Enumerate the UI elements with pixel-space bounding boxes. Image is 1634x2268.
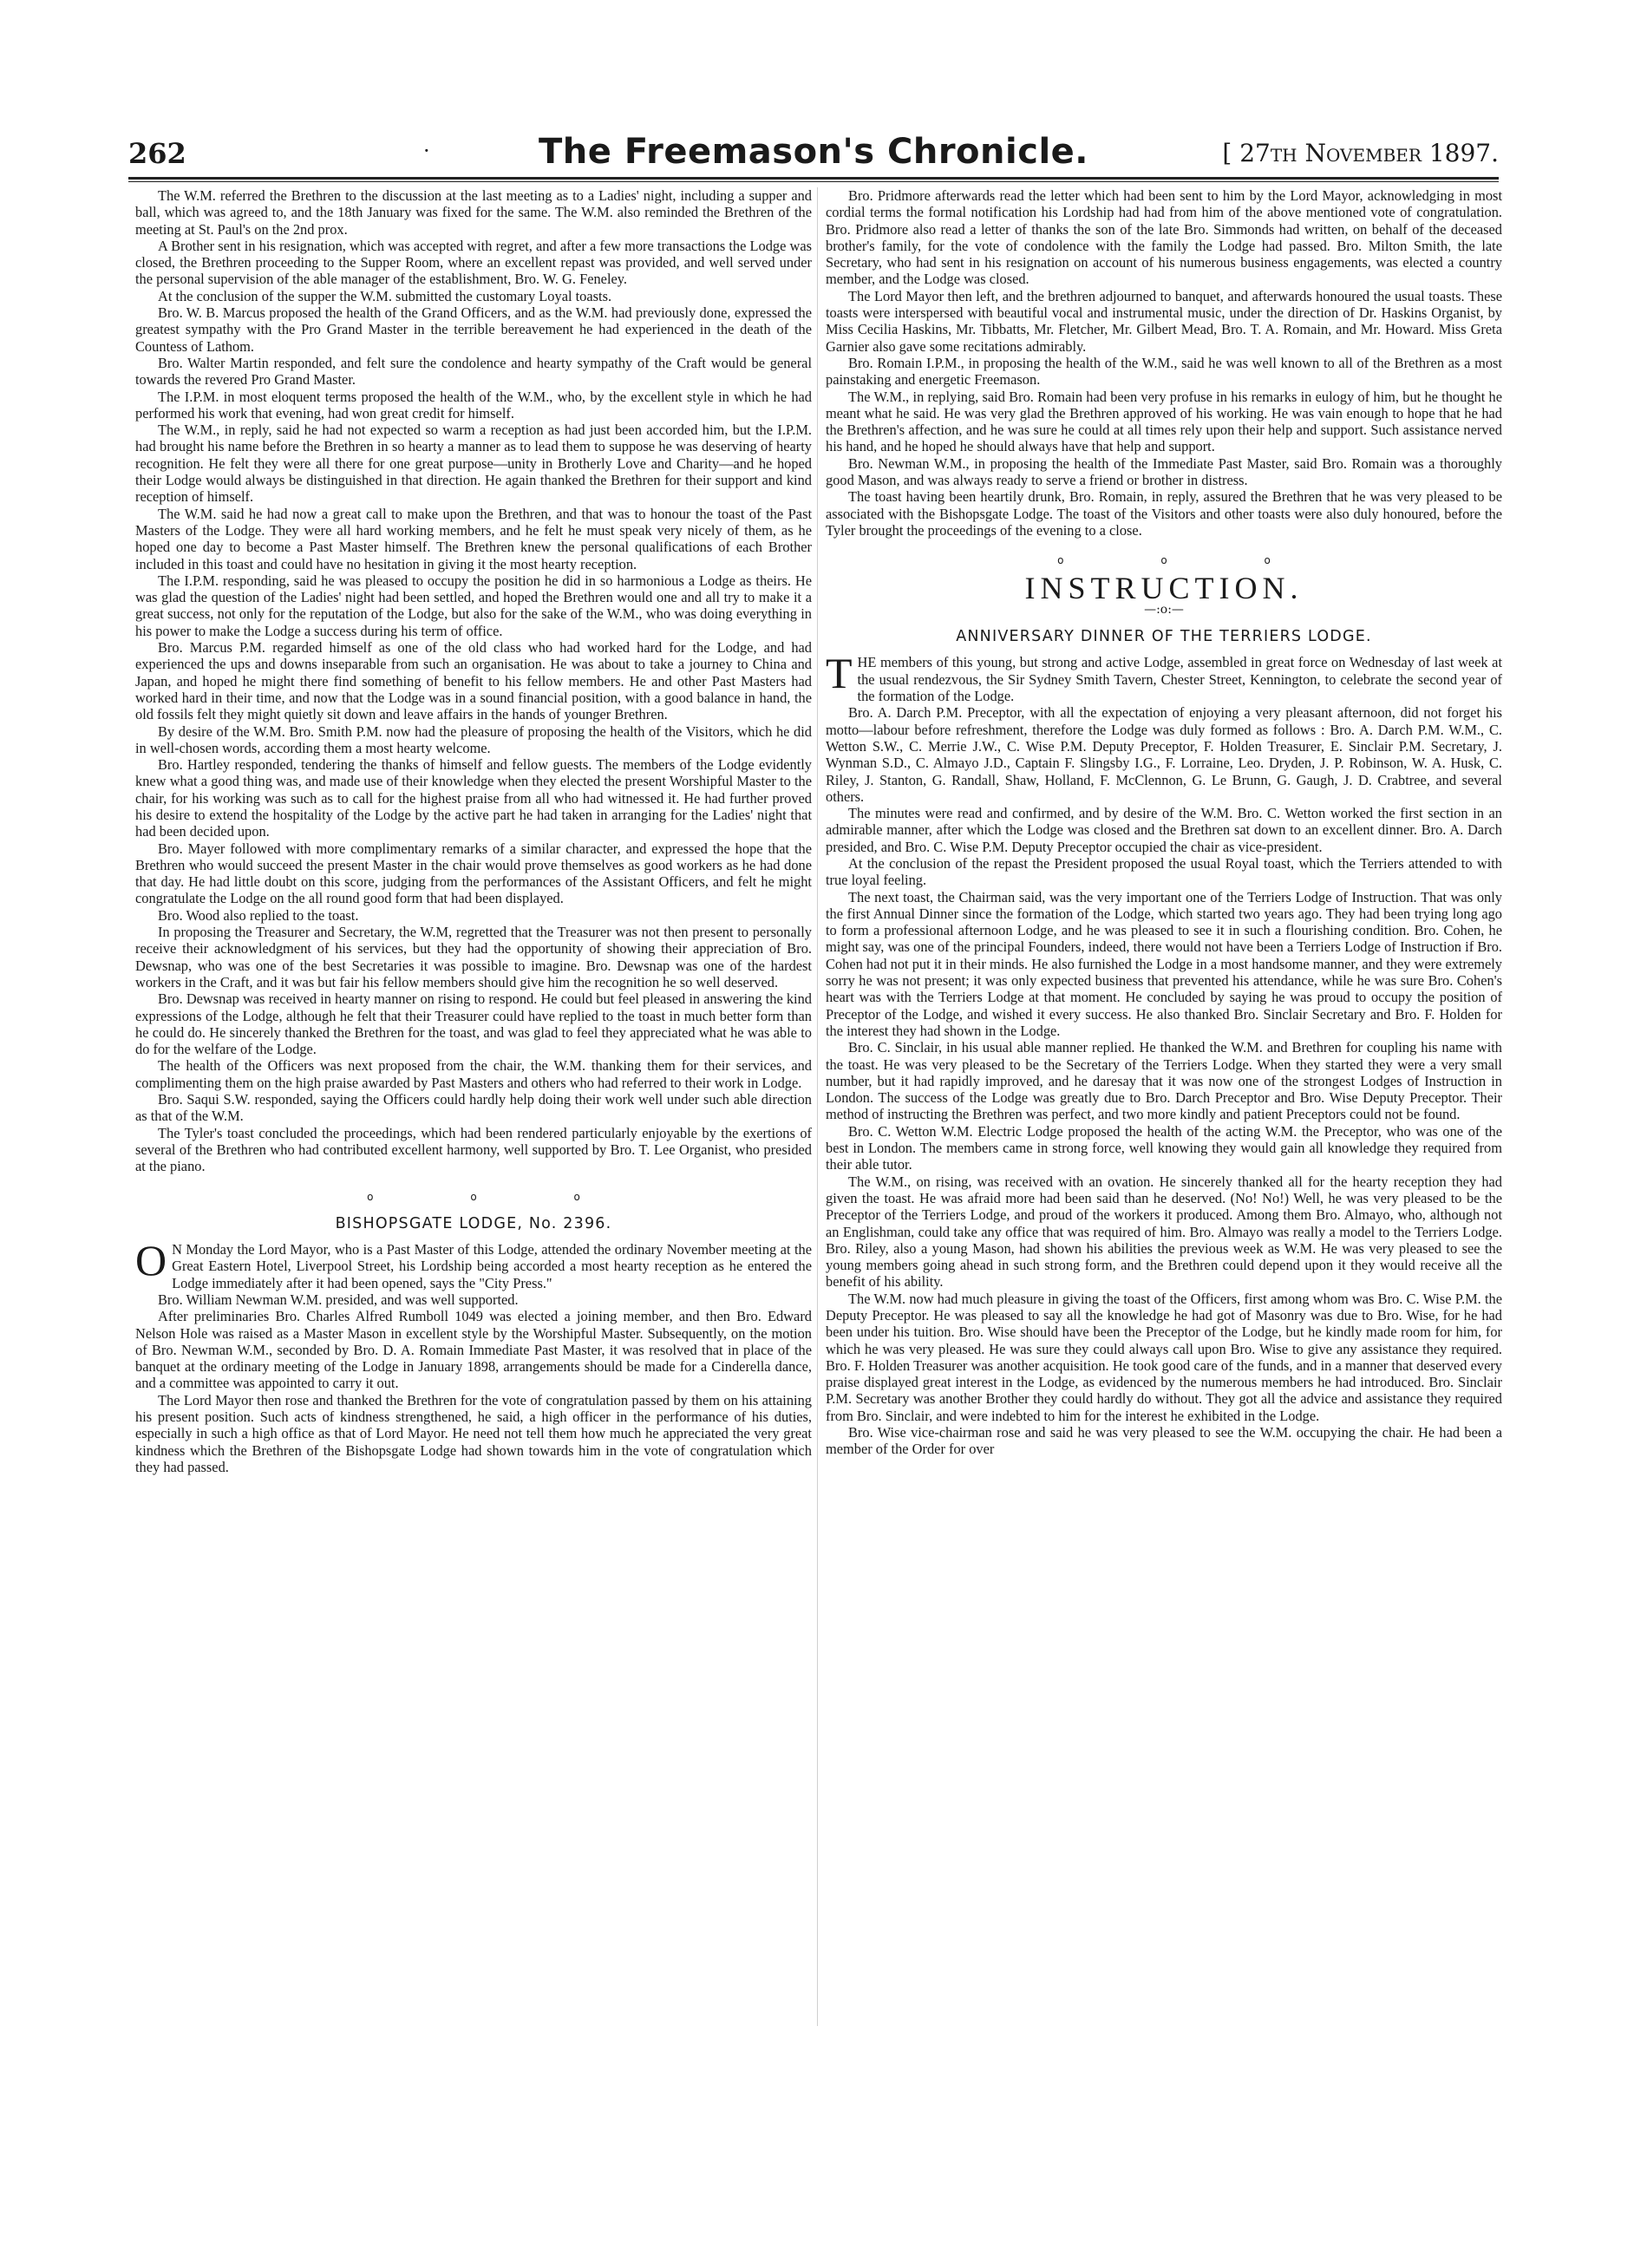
masthead-dot: · xyxy=(423,139,430,163)
paragraph: The W.M. now had much pleasure in giving the toast of the Officers, first among whom was Bro. C. Wise P.M. the Deputy Preceptor. He was pleased to say all the knowledge he had got of Masonry was due to Bro. Wise, for he had been under his tuition. Bro. Wise should have been the Preceptor of the Lodge, but he kindly made room for him, for which he was very pleased. He was sure they could always call upon Bro. Wise to give any assistance they required. Bro. F. Holden Treasurer was another acquisition. He took good care of the funds, and in a manner that deserved every praise displayed great interest in the Lodge, as evidenced by the numerous members he had introduced. Bro. Sinclair P.M. Secretary was another Brother they could hardly do without. They got all the advice and assistance they required from Bro. Sinclair, and were indebted to him for the interest he exhibited in the Lodge. xyxy=(826,1290,1502,1424)
right-column xyxy=(826,187,1502,2199)
paragraph: At the conclusion of the repast the President proposed the usual Royal toast, which the Terriers attended to with true loyal feeling. xyxy=(826,854,1502,889)
paragraph: The Lord Mayor then rose and thanked the Brethren for the vote of congratulation passed by them on his attaining his present position. Such acts of kindness strengthened, he said, a high officer in the performance of his duties, especially in such a high office as that of Lord Mayor. He need not tell them how much he appreciated the very great kindness which the Brethren of the Bishopsgate Lodge had shown towards him in the vote of congratulation which they had passed. xyxy=(135,1391,812,1475)
paragraph: Bro. Hartley responded, tendering the thanks of himself and fellow guests. The members of the Lodge evidently knew what a good thing was, and made use of their knowledge when they elected the present Worshipful Master to the chair, for his working was such as to call for the highest praise from all who had witnessed it. He had further proved his desire to extend the hospitality of the Lodge by the active part he had taken in arranging for the Ladies' night that had been decided upon. xyxy=(135,756,812,840)
drop-cap: O xyxy=(135,1236,167,1285)
paragraph: The I.P.M. responding, said he was pleased to occupy the position he did in so harmonious a Lodge as theirs. He was glad the question of the Ladies' night had been settled, and hoped the Brethren would one and all try to make it a great success, not only for the reputation of the Lodge, but also for the sake of the W.M., who was doing everything in his power to make the Lodge a success during his term of office. xyxy=(135,572,812,639)
bishopsgate-first-paragraph xyxy=(135,1236,812,1291)
paragraph: The W.M., in replying, said Bro. Romain had been very profuse in his remarks in eulogy of him, but he thought he meant what he said. He was very glad the Brethren approved of his working. He was vain enough to hope that he had the Brethren's affection, and he was sure he could at all times rely upon their help and support. Such assistance nerved his hand, and he hoped he should always have that help and support. xyxy=(826,388,1502,455)
section-heading-bishopsgate: BISHOPSGATE LODGE, No. 2396. xyxy=(335,1214,612,1232)
left-column xyxy=(135,187,812,2017)
paragraph: After preliminaries Bro. Charles Alfred Rumboll 1049 was elected a joining member, and then Bro. Edward Nelson Hole was raised as a Master Mason in excellent style by the Worshipful Master. Subsequently, on the motion of Bro. Newman W.M., seconded by Bro. D. A. Romain Immediate Past Master, it was resolved that in place of the banquet at the ordinary meeting of the Lodge in January 1898, arrangements should be made for a Cinderella dance, and a committee was appointed to carry it out. xyxy=(135,1308,812,1392)
section-heading-instruction: INSTRUCTION. xyxy=(1024,570,1304,605)
paragraph: Bro. Wood also replied to the toast. xyxy=(158,906,359,924)
paragraph: Bro. C. Sinclair, in his usual able manner replied. He thanked the W.M. and Brethren for coupling his name with the toast. He was very pleased to be the Secretary of the Terriers Lodge. When they started they were a very small number, but it had rapidly improved, and he daresay that it was now one of the strongest Lodges of Instruction in London. The success of the Lodge was greatly due to Bro. Darch Preceptor and Bro. Wise Deputy Preceptor. Their method of instructing the Brethren was perfect, and two more kindly and patient Preceptors could not be found. xyxy=(826,1039,1502,1123)
paragraph: Bro. Wise vice-chairman rose and said he was very pleased to see the W.M. occupying the chair. He had been a member of the Order for over xyxy=(826,1424,1502,1458)
drop-cap: T xyxy=(826,649,853,698)
section-ornament: o o o xyxy=(1057,554,1317,567)
page-number: 262 xyxy=(128,137,186,170)
paragraph: The W.M., on rising, was received with an ovation. He sincerely thanked all for the hearty reception they had given the toast. He was afraid more had been said than he deserved. (No! No!) Well, he was very pleased to be the Preceptor of the Terriers Lodge, and proud of the workers it produced. Among them Bro. Almayo, who, although not an Englishman, could take any office that was required of him. Bro. Almayo was really a model to the Terriers Lodge. Bro. Riley, also a young Mason, had shown his abilities the previous week as W.M. He was very pleased to see the young members going ahead in such strong form, and the Brethren could depend upon it they would receive all the benefit of his ability. xyxy=(826,1173,1502,1291)
paragraph: A Brother sent in his resignation, which was accepted with regret, and after a few more transactions the Lodge was closed, the Brethren proceeding to the Supper Room, where an excellent repast was provided, and well served under the personal supervision of the able manager of the establishment, Bro. W. G. Feneley. xyxy=(135,237,812,288)
paragraph: The minutes were read and confirmed, and by desire of the W.M. Bro. C. Wetton worked the first section in an admirable manner, after which the Lodge was closed and the Brethren sat down to an excellent dinner. Bro. A. Darch presided, and Bro. C. Wise P.M. Deputy Preceptor occupied the chair as vice-president. xyxy=(826,805,1502,855)
section-ornament: o o o xyxy=(367,1190,627,1203)
paragraph: Bro. Pridmore afterwards read the letter which had been sent to him by the Lord Mayor, acknowledging in most cordial terms the formal notification his Lordship had had from him of the above mentioned vote of congratulation. Bro. Pridmore also read a letter of thanks the son of the late Bro. Simmonds had written, on behalf of the deceased brother's family, for the vote of condolence with the family the Lodge had passed. Bro. Milton Smith, the late Secretary, who had sent in his resignation on account of his numerous business engagements, was elected a country member, and the Lodge was closed. xyxy=(826,187,1502,288)
paragraph: The toast having been heartily drunk, Bro. Romain, in reply, assured the Brethren that he was very pleased to be associated with the Bishopsgate Lodge. The toast of the Visitors and other toasts were also duly honoured, before the Tyler brought the proceedings of the evening to a close. xyxy=(826,488,1502,539)
article-heading-terriers: ANNIVERSARY DINNER OF THE TERRIERS LODGE. xyxy=(956,628,1372,646)
column-separator xyxy=(817,187,818,2026)
paragraph: Bro. Romain I.P.M., in proposing the health of the W.M., said he was well known to all of the Brethren as a most painstaking and energetic Freemason. xyxy=(826,354,1502,389)
paragraph: Bro. C. Wetton W.M. Electric Lodge proposed the health of the acting W.M. the Preceptor, who was one of the best in London. The members came in strong force, well knowing they would gain all knowledge they required from their able tutor. xyxy=(826,1122,1502,1173)
paragraph-text: HE members of this young, but strong and active Lodge, assembled in great force on Wednesday of last week at the usual rendezvous, the Sir Sydney Smith Tavern, Chester Street, Kennington, to celebrate the second year of the formation of the Lodge. xyxy=(857,654,1502,705)
paragraph: Bro. Newman W.M., in proposing the health of the Immediate Past Master, said Bro. Romain was a thoroughly good Mason, and was always ready to serve a friend or brother in distress. xyxy=(826,454,1502,489)
header-rule-thin xyxy=(128,181,1499,182)
paragraph: Bro. A. Darch P.M. Preceptor, with all the expectation of enjoying a very pleasant afternoon, did not forget his motto—labour before refreshment, therefore the Lodge was duly formed as follows : Bro. A. Darch P.M. W.M., C. Wetton S.W., C. Merrie J.W., C. Wise P.M. Deputy Preceptor, F. Holden Treasurer, E. Sinclair P.M. Secretary, J. Wynman S.D., C. Almayo J.D., Captain F. Slingsby I.G., F. Lorraine, Leo. Dryden, J. P. Robinson, W. A. Husk, C. Riley, J. Stanton, G. Randall, Shaw, Holland, F. McClennon, G. Le Brunn, G. Gaugh, J. D. Crabtree, and several others. xyxy=(826,704,1502,805)
paragraph: Bro. Dewsnap was received in hearty manner on rising to respond. He could but feel pleased in answering the kind expressions of the Lodge, although he felt that their Treasurer could have replied to the toast in much better form than he could do. He sincerely thanked the Brethren for the toast, and was glad to feel they appreciated what he was able to do for the welfare of the Lodge. xyxy=(135,990,812,1058)
paragraph: Bro. Mayer followed with more complimentary remarks of a similar character, and expressed the hope that the Brethren who would succeed the present Master in the chair would prove themselves as good workers as he had done that day. He had little doubt on this score, judging from the performances of the Assistant Officers, and felt he might congratulate the Lodge on the all round good form that had been displayed. xyxy=(135,840,812,907)
publication-title: The Freemason's Chronicle. xyxy=(539,132,1088,172)
terriers-first-paragraph xyxy=(826,649,1502,705)
paragraph: The W.M. said he had now a great call to make upon the Brethren, and that was to honour the toast of the Past Masters of the Lodge. They were all hard working members, and he felt he must speak very nicely of them, as he hoped one day to become a Past Master himself. The Brethren knew the personal qualifications of each Brother included in this toast and could have no hesitation in giving it the most hearty reception. xyxy=(135,505,812,572)
header-rule xyxy=(128,177,1499,180)
heading-divider: —:o:— xyxy=(1144,602,1184,617)
paragraph: Bro. Marcus P.M. regarded himself as one of the old class who had worked hard for the Lodge, and had experienced the ups and downs inseparable from such an organisation. He was about to take a journey to China and Japan, and hoped he might there find something of benefit to his fellow members. He and other Past Masters had worked hard in their time, and now that the Lodge was in a sound financial position, with a good balance in hand, the old fossils felt they might quietly sit down and leave affairs in the hands of younger Brethren. xyxy=(135,639,812,723)
paragraph: The next toast, the Chairman said, was the very important one of the Terriers Lodge of Instruction. That was only the first Annual Dinner since the formation of the Lodge, which started two years ago. They had been trying long ago to form a professional afternoon Lodge, and he was pleased to see it in such a flourishing condition. Bro. Cohen, he might say, was one of the principal Founders, indeed, there would not have been a Terriers Lodge of Instruction if Bro. Cohen had not put it in their minds. He also furnished the Lodge in a most handsome manner, and they were extremely sorry he was not present; it was only expected business that prevented his attendance, while he was sure Bro. Cohen's heart was with the Terriers Lodge at that moment. He concluded by saying he was proud to occupy the position of Preceptor of the Lodge, and wished it every success. He also thanked Bro. Sinclair Secretary and Bro. F. Holden for the interest they had shown in the Lodge. xyxy=(826,888,1502,1039)
paragraph: The W.M., in reply, said he had not expected so warm a reception as had just been accorded him, but the I.P.M. had brought his name before the Brethren in so hearty a manner as to lead them to suppose he was deserving of hearty recognition. He felt they were all there for one great purpose—unity in Brotherly Love and Charity—and he hoped their Lodge would always be distinguished in that direction. He again thanked the Brethren for their support and kind reception of himself. xyxy=(135,422,812,506)
paragraph: The I.P.M. in most eloquent terms proposed the health of the W.M., who, by the excellent style in which he had performed his work that evening, had won great credit for himself. xyxy=(135,388,812,422)
paragraph: Bro. Walter Martin responded, and felt sure the condolence and hearty sympathy of the Craft would be general towards the revered Pro Grand Master. xyxy=(135,354,812,389)
paragraph: The Lord Mayor then left, and the brethren adjourned to banquet, and afterwards honoured the usual toasts. These toasts were interspersed with beautiful vocal and instrumental music, under the direction of Dr. Haskins Organist, by Miss Cecilia Haskins, Mr. Tibbatts, Mr. Fletcher, Mr. Gilbert Mead, Bro. T. A. Romain, and Mr. Howard. Miss Greta Garnier also gave some recitations admirably. xyxy=(826,287,1502,355)
paragraph: The Tyler's toast concluded the proceedings, which had been rendered particularly enjoyable by the exertions of several of the Brethren who had contributed excellent harmony, well supported by Bro. T. Lee Organist, who presided at the piano. xyxy=(135,1124,812,1175)
paragraph: Bro. W. B. Marcus proposed the health of the Grand Officers, and as the W.M. had previously done, expressed the greatest sympathy with the Pro Grand Master in the terrible bereavement he had experienced in the death of the Countess of Lathom. xyxy=(135,304,812,355)
paragraph: By desire of the W.M. Bro. Smith P.M. now had the pleasure of proposing the health of the Visitors, which he did in well-chosen words, according them a most hearty welcome. xyxy=(135,722,812,756)
paragraph: In proposing the Treasurer and Secretary, the W.M, regretted that the Treasurer was not then present to personally receive their acknowledgment of his services, but they had the opportunity of showing their appreciation of Bro. Dewsnap, who was one of the best Secretaries it was possible to imagine. Bro. Dewsnap was one of the hardest workers in the Craft, and it was but fair his fellow members should give him the recognition he so well deserved. xyxy=(135,924,812,990)
paragraph: Bro. Saqui S.W. responded, saying the Officers could hardly help doing their work well under such able direction as that of the W.M. xyxy=(135,1091,812,1125)
paragraph: The W.M. referred the Brethren to the discussion at the last meeting as to a Ladies' night, including a supper and ball, which was agreed to, and the 18th January was fixed for the same. The W.M. also reminded the Brethren of the meeting at St. Paul's on the 2nd prox. xyxy=(135,187,812,238)
paragraph: The health of the Officers was next proposed from the chair, the W.M. thanking them for their services, and complimenting them on the high praise awarded by Past Masters and others who had referred to their work in Lodge. xyxy=(135,1057,812,1091)
paragraph-text: N Monday the Lord Mayor, who is a Past Master of this Lodge, attended the ordinary November meeting at the Great Eastern Hotel, Liverpool Street, his Lordship being accorded a most hearty reception as he entered the Lodge immediately after it had been opened, says the "City Press." xyxy=(172,1241,812,1291)
paragraph: Bro. William Newman W.M. presided, and was well supported. xyxy=(158,1291,519,1308)
issue-date: [ 27th November 1897. xyxy=(1222,139,1499,167)
masthead xyxy=(128,132,1499,184)
paragraph: At the conclusion of the supper the W.M. submitted the customary Loyal toasts. xyxy=(158,287,612,304)
